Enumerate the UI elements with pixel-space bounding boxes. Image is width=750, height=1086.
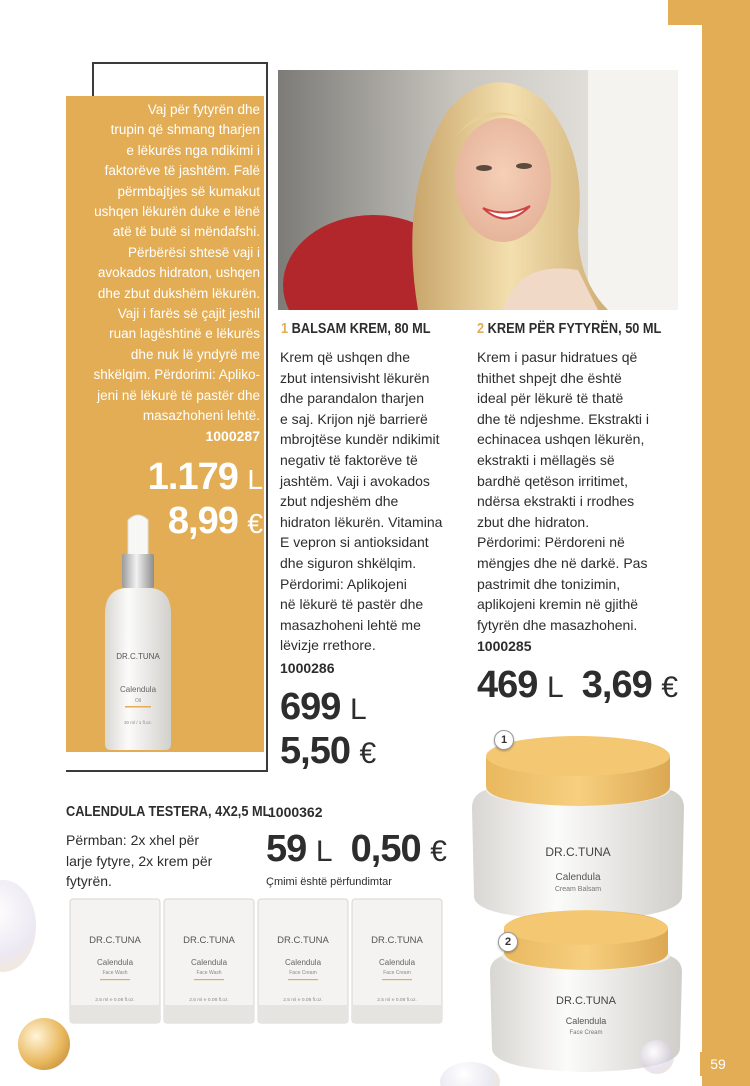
stripe-gold [702,0,750,1086]
oil-description-line: faktorëve të jashtëm. Falë [104,163,260,179]
oil-description-line: përmbajtjes së kumakut [117,183,260,199]
cream-description-line: mëngjes dhe në darkë. Pas [477,554,648,571]
tester-sachet [164,899,254,1023]
oil-description-line: e lëkurës nga ndikimi i [126,142,260,158]
frame-bottom [66,770,268,772]
sachet-brand: DR.C.TUNA [371,935,423,946]
oil-description-line: masazhoheni lehtë. [142,408,260,424]
bottle-sub: Oil [134,698,142,704]
jar2-brand: DR.C.TUNA [556,995,616,1007]
cream-description-line: fytyrën dhe masazhoheni. [477,616,638,633]
sachet-sub: Face Wash [102,970,128,976]
sachet-size: 2.5 ml ℮ 0.08 fl.oz. [377,998,417,1003]
balsam-price-all: 699 L [280,686,366,728]
sachet-name: Calendula [190,958,228,967]
frame-top [92,62,268,64]
balsam-title: 1 BALSAM KREM, 80 ML [281,321,431,337]
jar1-brand: DR.C.TUNA [545,845,611,859]
testers-price: 59 L 0,50 € [266,828,446,870]
balsam-code: 1000286 [280,660,335,676]
balsam-description [280,347,470,656]
sachet-sub: Face Cream [289,970,317,976]
cream-price: 469 L 3,69 € [477,664,677,706]
bubble-left-large [0,880,36,972]
cream-description-line: aplikojeni kremin në gjithë [477,596,639,613]
sachet-sub: Face Cream [383,970,411,976]
bottle-brand: DR.C.TUNA [116,652,160,661]
testers-description-line: Përmban: 2x xhel për [66,832,200,848]
oil-description-line: ruan lagështinë e lëkurës [109,326,260,342]
cream-description-line: ndërsa ekstrakti i rrodhes [477,493,635,510]
jar1-sub: Cream Balsam [554,886,602,893]
balsam-description-line: Përdorimi: Aplikojeni [280,575,407,592]
balsam-price-eur: 5,50 € [280,730,376,772]
balsam-description-line: negativ të faktorëve të [280,451,418,468]
testers-description-line: fytyrën. [66,873,112,890]
oil-bottle-image [97,514,179,752]
oil-description-line: ushqen lëkurën duke e lënë [94,204,260,220]
sachet-size: 2.5 ml ℮ 0.08 fl.oz. [283,998,323,1003]
balsam-description-line: dhe siguron shkëlqim. [280,554,417,571]
model-photo [278,70,678,310]
tester-sachet [352,899,442,1023]
bubble-right [640,1040,674,1074]
cream-description-line: zbut dhe hidraton. [477,513,590,530]
oil-description-line: dhe nuk lë yndyrë me [130,346,260,362]
oil-description-line: shkëlqim. Përdorimi: Apliko- [93,367,260,383]
balsam-description-line: zbut ndjeshëm dhe [280,493,399,510]
frame-top-left [92,62,94,96]
cream-description-line: Përdorimi: Përdoreni në [477,534,625,551]
jar1-name: Calendula [555,872,601,883]
jar-balsam-image [466,728,690,924]
jar2-sub: Face Cream [569,1030,603,1036]
sachet-name: Calendula [96,958,134,967]
oil-price-all: 1.179 L [147,456,262,498]
jar2-badge: 2 [498,932,518,952]
sachet-size: 2.5 ml ℮ 0.08 fl.oz. [189,998,229,1003]
oil-price-eur: 8,99 € [167,500,262,542]
oil-description-line: Përbërësi shtesë vaji i [127,244,260,260]
testers-code: 1000362 [268,804,323,820]
cream-code: 1000285 [477,638,532,654]
sachet-brand: DR.C.TUNA [89,935,141,946]
cream-description-line: ekstrakti i mëllagës së [477,451,615,468]
tester-sachet [258,899,348,1023]
balsam-description-line: lëvizje rrethore. [280,637,376,654]
testers-title: CALENDULA TESTERA, 4X2,5 ML [66,804,271,820]
sachet-name: Calendula [284,958,322,967]
bottle-name: Calendula [119,685,157,694]
cream-description-line: ideal për lëkurë të thatë [477,390,624,407]
jar2-name: Calendula [565,1016,607,1026]
balsam-description-line: hidraton lëkurën. Vitamina [280,513,443,530]
oil-description-line: Vaji i farës së çajit jeshil [117,306,260,322]
oil-description-line: jeni në lëkurë të pastër dhe [97,387,260,403]
balsam-description-line: jashtëm. Vaji i avokados [280,472,430,489]
balsam-description-line: në lëkurë të pastër dhe [280,596,424,613]
sachet-name: Calendula [378,958,416,967]
page-number: 59 [700,1052,736,1076]
final-price-note: Çmimi është përfundimtar [266,876,392,888]
cream-description [477,347,667,635]
balsam-description-line: e saj. Krijon një barrierë [280,410,428,427]
balsam-description-line: masazhoheni lehtë me [280,616,421,633]
oil-description-line: trupin që shmang tharjen [110,122,260,138]
frame-vertical [266,62,268,772]
oil-description-line: Vaj për fytyrën dhe [147,102,260,117]
cream-description-line: thithet shpejt dhe është [477,369,622,386]
bubble-left-gold [18,1018,70,1070]
balsam-description-line: mbrojtëse kundër ndikimit [280,431,440,448]
tester-sachet [70,899,160,1023]
oil-code: 1000287 [205,428,260,444]
cream-description-line: pastrimit dhe tonizimin, [477,575,621,592]
balsam-description-line: Krem që ushqen dhe [280,349,410,365]
cream-description-line: dhe të ndjeshme. Ekstrakti i [477,410,649,427]
cream-description-line: Krem i pasur hidratues që [477,349,638,365]
balsam-description-line: dhe parandalon tharjen [280,390,425,407]
bottle-size: 30 ml / 1 fl.oz. [123,720,153,725]
stripe-notch [668,0,702,25]
sachet-brand: DR.C.TUNA [277,935,329,946]
oil-description-line: dhe zbut dukshëm lëkurën. [97,285,260,301]
balsam-description-line: zbut intensivisht lëkurën [280,369,430,386]
testers-description-line: larje fytyre, 2x krem për [66,852,213,869]
cream-description-line: echinacea ushqen lëkurën, [477,431,645,448]
oil-title: VAJI I KUMAKUT, 30 ML [124,74,265,90]
jar1-badge: 1 [494,730,514,750]
oil-description-line: avokados hidraton, ushqen [97,265,260,281]
sachet-brand: DR.C.TUNA [183,935,235,946]
balsam-description-line: E vepron si antioksidant [280,534,429,551]
sachet-sub: Face Wash [196,970,222,976]
oil-description-line: atë të butë si mëndafshi. [112,224,260,240]
cream-description-line: bardhë qetëson irritimet, [477,472,628,489]
tester-sachets-image [66,893,446,1029]
sachet-size: 2.5 ml ℮ 0.08 fl.oz. [95,998,135,1003]
testers-description [66,830,266,892]
cream-title: 2 KREM PËR FYTYRËN, 50 ML [477,321,662,337]
oil-description [70,100,260,427]
